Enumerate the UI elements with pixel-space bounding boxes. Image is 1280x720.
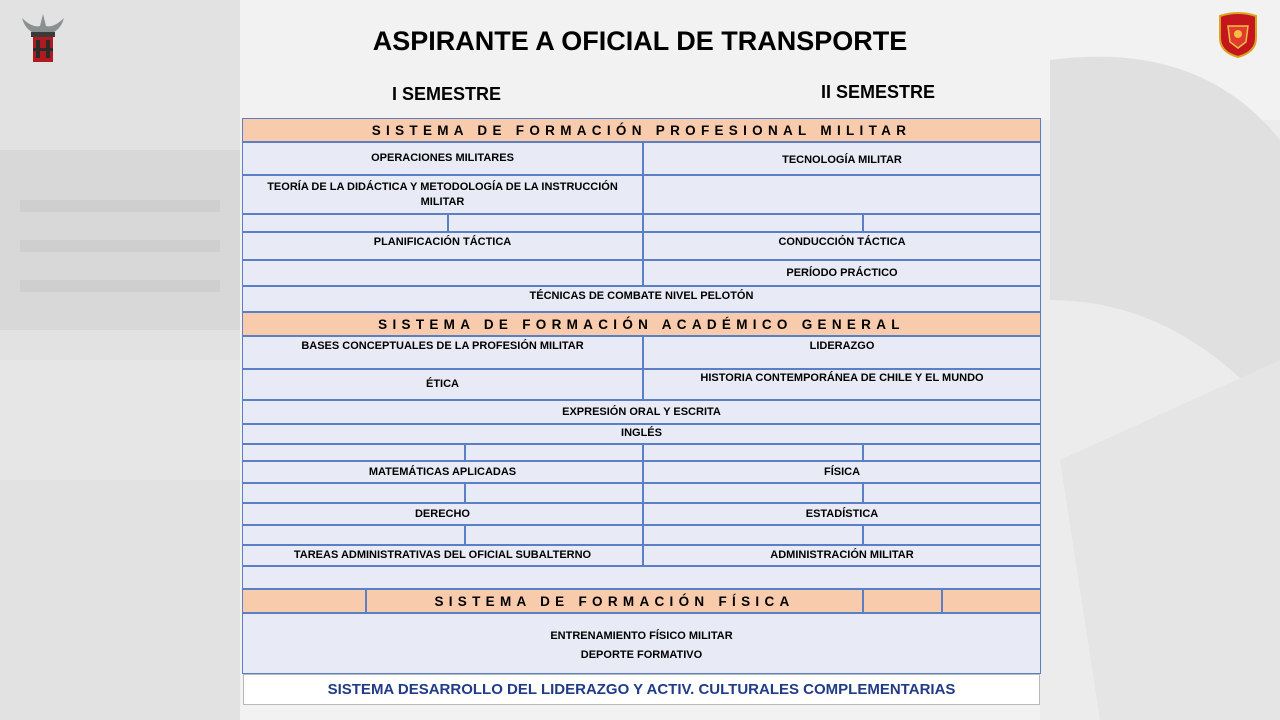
tareas-cell: TAREAS ADMINISTRATIVAS DEL OFICIAL SUBALTERNO xyxy=(242,545,643,566)
empty-cell xyxy=(465,525,643,545)
derecho-cell: DERECHO xyxy=(242,503,643,525)
administracion-cell: ADMINISTRACIÓN MILITAR xyxy=(643,545,1041,566)
empty-cell xyxy=(242,483,465,503)
planificacion-cell: PLANIFICACIÓN TÁCTICA xyxy=(242,232,643,260)
table-row xyxy=(243,613,1041,674)
semester-1-label: I SEMESTRE xyxy=(392,84,502,104)
fisica-cell: FÍSICA xyxy=(643,461,1041,483)
empty-cell xyxy=(242,525,465,545)
bases-cell: BASES CONCEPTUALES DE LA PROFESIÓN MILITAR xyxy=(242,336,643,369)
table-row xyxy=(243,461,1041,483)
matematicas-cell: MATEMÁTICAS APLICADAS xyxy=(242,461,643,483)
tecnicas-cell: TÉCNICAS DE COMBATE NIVEL PELOTÓN xyxy=(242,286,1041,312)
table-row xyxy=(243,232,1041,260)
liderazgo-cell: LIDERAZGO xyxy=(643,336,1041,369)
table-row xyxy=(243,175,1041,214)
semester-2-label: II SEMESTRE xyxy=(821,82,936,102)
profesional-header-row xyxy=(243,118,1041,142)
etica-cell: ÉTICA xyxy=(242,369,643,400)
empty-cell xyxy=(448,214,643,232)
table-row xyxy=(243,400,1041,424)
empty-cell xyxy=(242,444,465,461)
empty-cell xyxy=(863,214,1041,232)
operaciones-cell: OPERACIONES MILITARES xyxy=(242,142,643,175)
empty-cell xyxy=(643,525,863,545)
table-row xyxy=(243,483,1041,503)
academico-header: SISTEMA DE FORMACIÓN ACADÉMICO GENERAL xyxy=(242,312,1041,336)
periodo-cell: PERÍODO PRÁCTICO xyxy=(643,260,1041,286)
table-row xyxy=(243,444,1041,461)
ingles-cell: INGLÉS xyxy=(242,424,1041,444)
empty-cell xyxy=(863,525,1041,545)
entrenamiento-text: ENTRENAMIENTO FÍSICO MILITAR xyxy=(550,630,733,642)
empty-cell xyxy=(242,214,448,232)
fisica-header-row xyxy=(243,589,1041,613)
empty-cell xyxy=(643,175,1041,214)
empty-cell xyxy=(863,589,942,613)
table-row xyxy=(243,525,1041,545)
empty-cell xyxy=(863,483,1041,503)
table-row xyxy=(243,142,1041,175)
table-row xyxy=(243,424,1041,444)
empty-cell xyxy=(465,444,643,461)
fisica-content-cell xyxy=(242,613,1041,674)
table-row xyxy=(243,566,1041,589)
tecnologia-cell: TECNOLOGÍA MILITAR xyxy=(643,142,1041,175)
page-title: ASPIRANTE A OFICIAL DE TRANSPORTE xyxy=(372,26,908,56)
table-row xyxy=(243,503,1041,525)
teoria-cell: TEORÍA DE LA DIDÁCTICA Y METODOLOGÍA DE LA INSTRUCCIÓN MILITAR xyxy=(242,175,643,214)
table-row xyxy=(243,214,1041,232)
empty-cell xyxy=(242,260,643,286)
empty-cell xyxy=(643,444,863,461)
table-row xyxy=(243,286,1041,312)
empty-cell xyxy=(643,214,863,232)
expresion-cell: EXPRESIÓN ORAL Y ESCRITA xyxy=(242,400,1041,424)
deporte-text: DEPORTE FORMATIVO xyxy=(580,649,703,661)
conduccion-cell: CONDUCCIÓN TÁCTICA xyxy=(643,232,1041,260)
table-row xyxy=(243,336,1041,369)
table-row xyxy=(243,545,1041,566)
table-row xyxy=(243,369,1041,400)
empty-cell xyxy=(942,589,1041,613)
profesional-header: SISTEMA DE FORMACIÓN PROFESIONAL MILITAR xyxy=(242,118,1041,142)
fisica-header: SISTEMA DE FORMACIÓN FÍSICA xyxy=(366,589,863,613)
leadership-banner: SISTEMA DESARROLLO DEL LIDERAZGO Y ACTIV. CULTURALES COMPLEMENTARIAS xyxy=(243,674,1040,705)
empty-cell xyxy=(863,444,1041,461)
table-row xyxy=(243,260,1041,286)
empty-cell xyxy=(242,589,366,613)
academico-header-row xyxy=(243,312,1041,336)
empty-cell xyxy=(643,483,863,503)
empty-cell xyxy=(465,483,643,503)
historia-cell: HISTORIA CONTEMPORÁNEA DE CHILE Y EL MUNDO xyxy=(643,369,1041,400)
estadistica-cell: ESTADÍSTICA xyxy=(643,503,1041,525)
empty-cell xyxy=(242,566,1041,589)
